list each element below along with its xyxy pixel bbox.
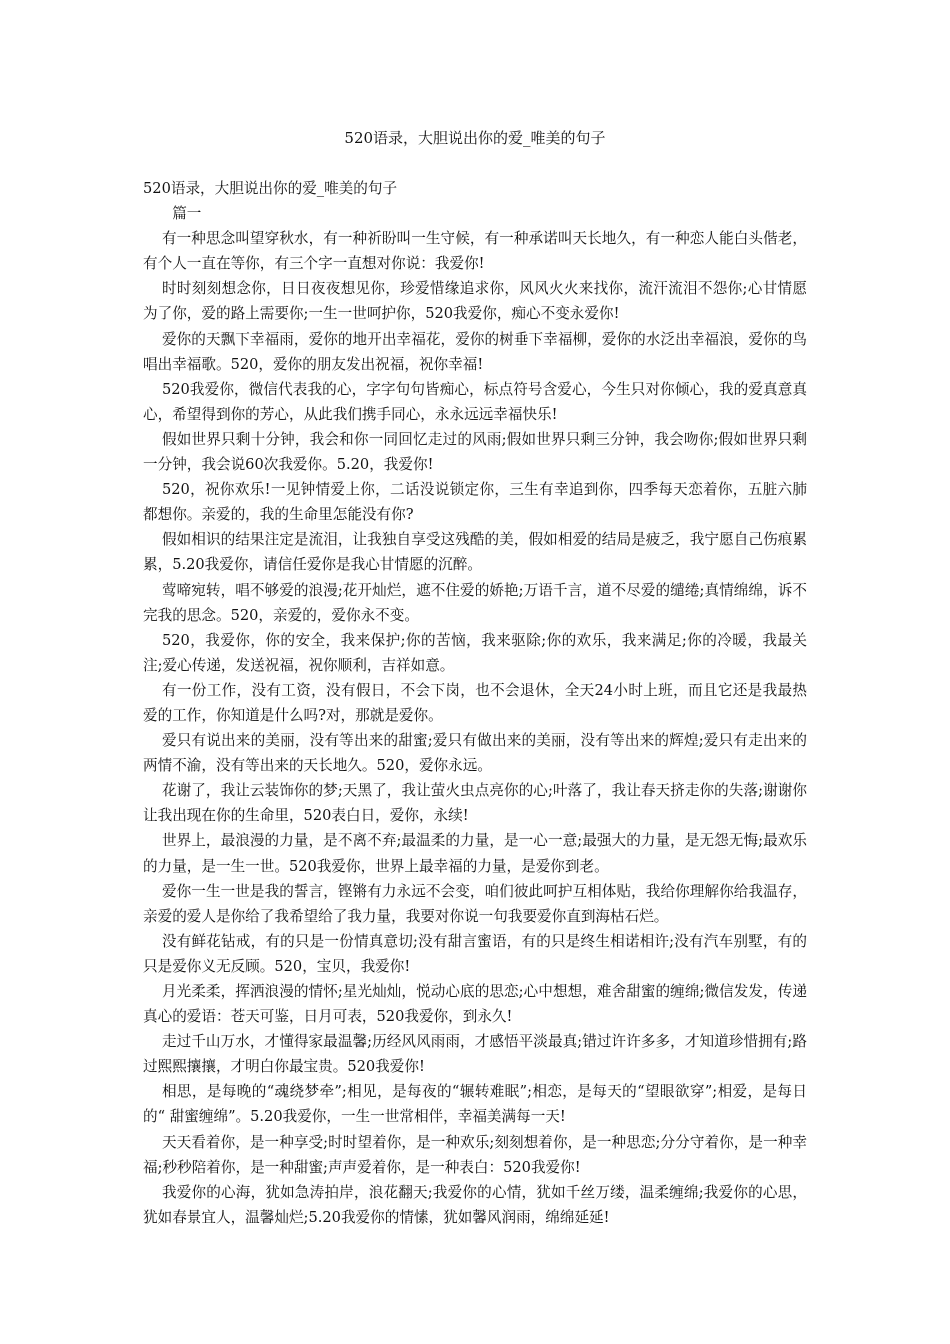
paragraph: 有一种思念叫望穿秋水，有一种祈盼叫一生守候，有一种承诺叫天长地久，有一种恋人能白头偕老，有个人一直在等你，有三个字一直想对你说：我爱你!	[143, 230, 807, 273]
paragraph: 世界上，最浪漫的力量，是不离不弃;最温柔的力量，是一心一意;最强大的力量，是无怨无悔;最欢乐的力量，是一生一世。520我爱你，世界上最幸福的力量，是爱你到老。	[143, 832, 807, 875]
paragraph: 假如相识的结果注定是流泪，让我独自享受这残酷的美，假如相爱的结局是疲乏，我宁愿自己伤痕累累，5.20我爱你，请信任爱你是我心甘情愿的沉醉。	[143, 531, 807, 574]
document-body	[143, 176, 807, 1230]
paragraph: 莺啼宛转，唱不够爱的浪漫;花开灿烂，遮不住爱的娇艳;万语千言，道不尽爱的缱绻;真情绵绵，诉不完我的思念。520，亲爱的，爱你永不变。	[143, 581, 807, 624]
document-subtitle: 520语录，大胆说出你的爱_唯美的句子	[143, 180, 398, 197]
paragraph: 520我爱你，微信代表我的心，字字句句皆痴心，标点符号含爱心，今生只对你倾心，我的爱真意真心，希望得到你的芳心，从此我们携手同心，永永远远幸福快乐!	[143, 380, 807, 423]
paragraph: 月光柔柔，挥洒浪漫的情怀;星光灿灿，悦动心底的思恋;心中想想，难舍甜蜜的缠绵;微信发发，传递真心的爱语：苍天可鉴，日月可表，520我爱你，到永久!	[143, 983, 807, 1026]
paragraph: 时时刻刻想念你，日日夜夜想见你，珍爱惜缘追求你，风风火火来找你，流汗流泪不怨你;心甘情愿为了你，爱的路上需要你;一生一世呵护你，520我爱你，痴心不变永爱你!	[143, 280, 807, 323]
section-heading: 篇一	[172, 205, 202, 223]
paragraph: 520，我爱你，你的安全，我来保护;你的苦恼，我来驱除;你的欢乐，我来满足;你的冷暖，我最关注;爱心传递，发送祝福，祝你顺利，吉祥如意。	[143, 631, 807, 674]
paragraph: 天天看着你，是一种享受;时时望着你，是一种欢乐;刻刻想着你，是一种思恋;分分守着你，是一种幸福;秒秒陪着你，是一种甜蜜;声声爱着你，是一种表白：520我爱你!	[143, 1133, 807, 1176]
paragraph: 爱你的天飘下幸福雨，爱你的地开出幸福花，爱你的树垂下幸福柳，爱你的水泛出幸福浪，爱你的鸟唱出幸福歌。520，爱你的朋友发出祝福，祝你幸福!	[143, 330, 807, 373]
paragraph: 走过千山万水，才懂得家最温馨;历经风风雨雨，才感悟平淡最真;错过许许多多，才知道珍惜拥有;路过熙熙攘攘，才明白你最宝贵。520我爱你!	[143, 1033, 807, 1076]
paragraph: 爱只有说出来的美丽，没有等出来的甜蜜;爱只有做出来的美丽，没有等出来的辉煌;爱只有走出来的两情不渝，没有等出来的天长地久。520，爱你永远。	[143, 732, 807, 775]
paragraph: 没有鲜花钻戒，有的只是一份情真意切;没有甜言蜜语，有的只是终生相诺相许;没有汽车别墅，有的只是爱你义无反顾。520，宝贝，我爱你!	[143, 932, 807, 975]
document-title: 520语录，大胆说出你的爱_唯美的句子	[344, 129, 606, 147]
paragraph: 假如世界只剩十分钟，我会和你一同回忆走过的风雨;假如世界只剩三分钟，我会吻你;假如世界只剩一分钟，我会说60次我爱你。5.20，我爱你!	[143, 430, 807, 474]
paragraph: 花谢了，我让云装饰你的梦;天黑了，我让萤火虫点亮你的心;叶落了，我让春天挤走你的失落;谢谢你让我出现在你的生命里，520表白日，爱你，永续!	[143, 782, 807, 825]
paragraph: 相思，是每晚的“魂绕梦牵”;相见，是每夜的“辗转难眠”;相恋，是每天的“望眼欲穿”;相爱，是每日的“ 甜蜜缠绵”。5.20我爱你，一生一世常相伴，幸福美满每一天!	[143, 1083, 807, 1126]
paragraph: 有一份工作，没有工资，没有假日，不会下岗，也不会退休，全天24小时上班，而且它还是我最热爱的工作，你知道是什么吗?对，那就是爱你。	[143, 681, 807, 724]
paragraph: 爱你一生一世是我的誓言，铿锵有力永远不会变，咱们彼此呵护互相体贴，我给你理解你给我温存，亲爱的爱人是你给了我希望给了我力量，我要对你说一句我要爱你直到海枯石烂。	[143, 882, 807, 925]
paragraph: 我爱你的心海，犹如急涛拍岸，浪花翻天;我爱你的心情，犹如千丝万缕，温柔缠绵;我爱你的心思，犹如春景宜人，温馨灿烂;5.20我爱你的情愫，犹如馨风润雨，绵绵延延!	[143, 1183, 807, 1226]
paragraph: 520，祝你欢乐!一见钟情爱上你，二话没说锁定你，三生有幸追到你，四季每天恋着你，五脏六肺都想你。亲爱的，我的生命里怎能没有你?	[143, 481, 807, 524]
